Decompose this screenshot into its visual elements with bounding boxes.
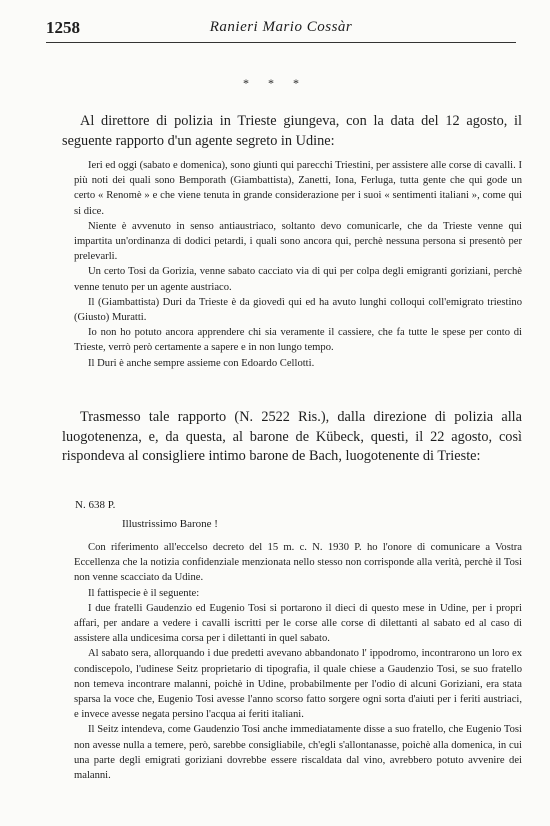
report-paragraph: Io non ho potuto ancora apprendere chi sia veramente il cassiere, che fa tutte le spese per conto di Trieste, verrò però certamente a sapere e in non lungo tempo. <box>74 327 522 354</box>
report-paragraph: Niente è avvenuto in senso antiaustriaco, soltanto devo comunicarle, che da Trieste venne qui impartita un'ordinanza di dodici petardi, i quali sono ancora qui, perchè nessuna persona si presentò per prelevarli. <box>74 220 522 263</box>
transmission-text: Trasmesso tale rapporto (N. 2522 Ris.), dalla direzione di polizia alla luogotenenza, e, da questa, al barone de Kübeck, questi, il 22 agosto, così rispondeva al consigliere intimo barone de Bach, luogotenente di Trieste: <box>62 409 522 464</box>
section-separator: * * * <box>243 76 307 90</box>
report-paragraph: Ieri ed oggi (sabato e domenica), sono giunti qui parecchi Triestini, per assistere alle corse di cavalli. I più noti dei quali sono Bemporath (Giambattista), Zanetti, Iona, Ferluga, tutta gente che qui gode un certo « Renomè » e che viene tenuta in grande considerazione per i suoi « sentimenti italiani », come qui si dice. <box>74 160 522 217</box>
page-header <box>46 14 516 43</box>
letter-paragraph: Il fattispecie è il seguente: <box>88 587 200 599</box>
agent-report <box>74 158 522 371</box>
intro-paragraph <box>62 112 522 151</box>
letter-salutation: Illustrissimo Barone ! <box>122 518 218 530</box>
transmission-paragraph <box>62 408 522 467</box>
report-paragraph: Un certo Tosi da Gorizia, venne sabato cacciato via di qui per colpa degli emigranti goriziani, perchè venne tenuto per un agente austriaco. <box>74 266 522 293</box>
letter-paragraph: Il Seitz intendeva, come Gaudenzio Tosi anche immediatamente disse a suo fratello, che Eugenio Tosi non avesse nulla a temere, però, sarebbe consigliabile, ch'egli s'allontanasse, poichè alla domenica, in cui una parte degli emigrati goriziani dovrebbe essere riscaldata dal vino, avrebbero potuto avvenire dei malanni. <box>74 724 522 782</box>
running-title: Ranieri Mario Cossàr <box>209 19 353 35</box>
letter-number: N. 638 P. <box>75 499 116 511</box>
letter-body <box>74 540 522 783</box>
letter-paragraph: Al sabato sera, allorquando i due predetti avevano abbandonato l' ippodromo, incontrarono un loro ex condiscepolo, l'udinese Seitz proprietario di tipografia, il quale chiese a Gaudenzio Tosi, se suo fratello non temeva incontrare malanni, poichè in Udine, probabilmente per l'odio di alcuni Goriziani, era stata sparsa la voce che, Eugenio Tosi avesse l'anno scorso fatto sorgere ogni sorta d'aiuti per i feriti austriaci, e invece avesse negata persino l'acqua ai feriti italiani. <box>74 648 522 721</box>
report-paragraph: Il (Giambattista) Duri da Trieste è da giovedì qui ed ha avuto lunghi colloqui coll'emigrato triestino (Giusto) Muratti. <box>74 296 522 324</box>
letter-paragraph: I due fratelli Gaudenzio ed Eugenio Tosi si portarono il dieci di questo mese in Udine, per i propri affari, per andare a vedere i cavalli iscritti per le corse alle corse di dilettanti al sabato ed al caso di assistere alla undicesima corsa per i dilettanti in quel sabato. <box>74 602 522 645</box>
page-number: 1258 <box>46 18 80 37</box>
intro-text: Al direttore di polizia in Trieste giungeva, con la data del 12 agosto, il seguente rapporto d'un agente segreto in Udine: <box>62 113 522 149</box>
letter-paragraph: Con riferimento all'eccelso decreto del 15 m. c. N. 1930 P. ho l'onore di comunicare a Vostra Eccellenza che la notizia confidenziale menzionata nello stesso non corrisponde alla verità, perchè il Tosi non venne scacciato da Udine. <box>74 542 522 584</box>
report-paragraph: Il Duri è anche sempre assieme con Edoardo Cellotti. <box>88 357 315 369</box>
